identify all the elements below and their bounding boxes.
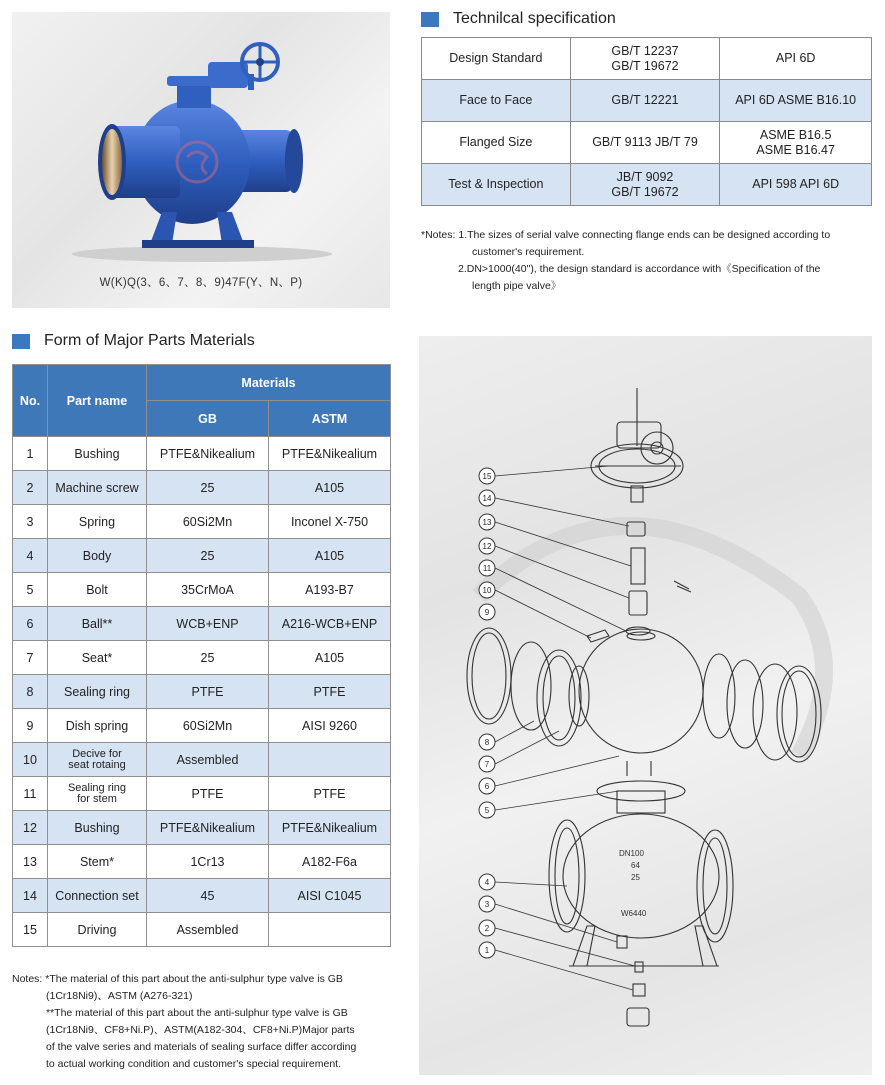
row-gb: PTFE&Nikealium xyxy=(147,437,269,471)
svg-text:10: 10 xyxy=(482,586,492,595)
table-row xyxy=(13,845,391,879)
notes-prefix: *Notes: xyxy=(421,229,456,241)
row-no: 4 xyxy=(13,539,48,573)
note-line: customer's requirement. xyxy=(472,246,585,258)
callout-7 xyxy=(479,756,495,772)
row-gb: 60Si2Mn xyxy=(147,505,269,539)
spec-heading xyxy=(421,10,616,28)
row-gb: 45 xyxy=(147,879,269,913)
spec-api: API 6D xyxy=(720,38,872,80)
row-no: 3 xyxy=(13,505,48,539)
row-no: 11 xyxy=(13,777,48,811)
materials-heading xyxy=(12,332,255,350)
note-line: 2.DN>1000(40"), the design standard is accordance with《Specification of the xyxy=(458,263,821,275)
note-line: to actual working condition and customer's special requirement. xyxy=(46,1058,341,1070)
row-gb: Assembled xyxy=(147,913,269,947)
row-astm xyxy=(269,913,391,947)
svg-text:4: 4 xyxy=(484,878,490,887)
svg-text:3: 3 xyxy=(484,900,490,909)
spec-gb: GB/T 12237 GB/T 19672 xyxy=(570,38,720,80)
spec-api: API 598 API 6D xyxy=(720,164,872,206)
callout-4 xyxy=(479,874,495,890)
note-line: length pipe valve》 xyxy=(472,280,562,292)
callout-labels xyxy=(479,468,495,958)
callout-10 xyxy=(479,582,495,598)
table-row xyxy=(13,709,391,743)
header-gb: GB xyxy=(147,401,269,437)
table-row xyxy=(13,743,391,777)
table-row xyxy=(13,539,391,573)
row-part: Sealing ring xyxy=(48,675,147,709)
callout-3 xyxy=(479,896,495,912)
row-no: 7 xyxy=(13,641,48,675)
row-part: Bushing xyxy=(48,437,147,471)
materials-header-row xyxy=(13,365,391,401)
table-row xyxy=(13,573,391,607)
row-no: 9 xyxy=(13,709,48,743)
callout-5 xyxy=(479,802,495,818)
note-line: 1.The sizes of serial valve connecting flange ends can be designed according to xyxy=(458,229,831,241)
row-astm: A216-WCB+ENP xyxy=(269,607,391,641)
row-gb: PTFE&Nikealium xyxy=(147,811,269,845)
svg-text:2: 2 xyxy=(484,924,490,933)
note-line: *The material of this part about the anti-sulphur type valve is GB xyxy=(45,973,343,985)
row-astm: PTFE&Nikealium xyxy=(269,437,391,471)
row-gb: 25 xyxy=(147,539,269,573)
row-part: Bushing xyxy=(48,811,147,845)
row-astm: A193-B7 xyxy=(269,573,391,607)
row-no: 10 xyxy=(13,743,48,777)
row-astm: PTFE&Nikealium xyxy=(269,811,391,845)
svg-text:13: 13 xyxy=(482,518,492,527)
spec-item: Flanged Size xyxy=(422,122,571,164)
callout-6 xyxy=(479,778,495,794)
row-astm: A105 xyxy=(269,539,391,573)
row-astm: A182-F6a xyxy=(269,845,391,879)
row-astm: A105 xyxy=(269,471,391,505)
callout-1 xyxy=(479,942,495,958)
svg-text:5: 5 xyxy=(484,806,490,815)
spec-api: API 6D ASME B16.10 xyxy=(720,80,872,122)
materials-title: Form of Major Parts Materials xyxy=(44,332,255,349)
row-part: Ball** xyxy=(48,607,147,641)
row-no: 14 xyxy=(13,879,48,913)
row-no: 1 xyxy=(13,437,48,471)
svg-text:15: 15 xyxy=(482,472,492,481)
section-marker-icon xyxy=(12,334,30,349)
table-row xyxy=(13,811,391,845)
row-no: 2 xyxy=(13,471,48,505)
spec-item: Face to Face xyxy=(422,80,571,122)
row-astm xyxy=(269,743,391,777)
svg-text:14: 14 xyxy=(482,494,492,503)
svg-text:1: 1 xyxy=(484,946,490,955)
header-astm: ASTM xyxy=(269,401,391,437)
svg-text:8: 8 xyxy=(484,738,490,747)
spec-gb: GB/T 9113 JB/T 79 xyxy=(570,122,720,164)
spec-api: ASME B16.5 ASME B16.47 xyxy=(720,122,872,164)
row-gb: Assembled xyxy=(147,743,269,777)
spec-item: Test & Inspection xyxy=(422,164,571,206)
note-line: (1Cr18Ni9)、ASTM (A276-321) xyxy=(46,990,193,1002)
table-row xyxy=(13,777,391,811)
row-part: Seat* xyxy=(48,641,147,675)
spec-table xyxy=(421,37,872,206)
spec-item: Design Standard xyxy=(422,38,571,80)
valve-photo-illustration xyxy=(12,12,390,308)
row-gb: 25 xyxy=(147,641,269,675)
row-part: Driving xyxy=(48,913,147,947)
row-gb: 25 xyxy=(147,471,269,505)
row-part: Stem* xyxy=(48,845,147,879)
callout-13 xyxy=(479,514,495,530)
row-no: 5 xyxy=(13,573,48,607)
row-no: 13 xyxy=(13,845,48,879)
notes-prefix: Notes: xyxy=(12,973,43,985)
header-no: No. xyxy=(13,365,48,437)
table-row xyxy=(13,471,391,505)
table-row xyxy=(13,913,391,947)
callout-12 xyxy=(479,538,495,554)
table-row xyxy=(13,437,391,471)
table-row xyxy=(13,641,391,675)
row-part: Connection set xyxy=(48,879,147,913)
row-astm: AISI C1045 xyxy=(269,879,391,913)
product-photo xyxy=(12,12,390,308)
note-line: (1Cr18Ni9、CF8+Ni.P)、ASTM(A182-304、CF8+Ni.P)Major parts xyxy=(46,1024,355,1036)
callout-14 xyxy=(479,490,495,506)
row-part: Spring xyxy=(48,505,147,539)
svg-text:9: 9 xyxy=(484,608,490,617)
spec-row xyxy=(422,80,872,122)
exploded-drawing xyxy=(419,336,872,1075)
materials-notes xyxy=(12,971,397,1073)
exploded-view-diagram xyxy=(419,336,872,1075)
body-marking: DN100 xyxy=(619,849,644,858)
row-part: Decive for seat rotaing xyxy=(48,743,147,777)
svg-text:7: 7 xyxy=(484,760,490,769)
svg-text:6: 6 xyxy=(484,782,490,791)
callout-9 xyxy=(479,604,495,620)
table-row xyxy=(13,879,391,913)
spec-notes xyxy=(421,227,876,295)
header-part: Part name xyxy=(48,365,147,437)
row-gb: PTFE xyxy=(147,777,269,811)
row-gb: PTFE xyxy=(147,675,269,709)
body-markings xyxy=(619,849,647,918)
callout-2 xyxy=(479,920,495,936)
spec-gb: JB/T 9092 GB/T 19672 xyxy=(570,164,720,206)
row-part: Sealing ring for stem xyxy=(48,777,147,811)
row-astm: PTFE xyxy=(269,675,391,709)
row-astm: PTFE xyxy=(269,777,391,811)
table-row xyxy=(13,675,391,709)
svg-text:12: 12 xyxy=(482,542,492,551)
row-astm: Inconel X-750 xyxy=(269,505,391,539)
table-row xyxy=(13,505,391,539)
section-marker-icon xyxy=(421,12,439,27)
callout-15 xyxy=(479,468,495,484)
materials-table xyxy=(12,364,391,947)
row-part: Body xyxy=(48,539,147,573)
row-gb: WCB+ENP xyxy=(147,607,269,641)
body-marking: 25 xyxy=(631,873,640,882)
model-caption: W(K)Q(3、6、7、8、9)47F(Y、N、P) xyxy=(99,277,303,289)
row-part: Dish spring xyxy=(48,709,147,743)
spec-row xyxy=(422,122,872,164)
row-astm: A105 xyxy=(269,641,391,675)
row-no: 8 xyxy=(13,675,48,709)
svg-text:11: 11 xyxy=(482,564,492,573)
row-part: Bolt xyxy=(48,573,147,607)
header-materials: Materials xyxy=(147,365,391,401)
callout-8 xyxy=(479,734,495,750)
row-part: Machine screw xyxy=(48,471,147,505)
spec-title: Technilcal specification xyxy=(453,10,616,27)
table-row xyxy=(13,607,391,641)
row-astm: AISI 9260 xyxy=(269,709,391,743)
row-no: 12 xyxy=(13,811,48,845)
note-line: **The material of this part about the anti-sulphur type valve is GB xyxy=(46,1007,348,1019)
spec-gb: GB/T 12221 xyxy=(570,80,720,122)
row-no: 6 xyxy=(13,607,48,641)
body-marking: 64 xyxy=(631,861,640,870)
row-no: 15 xyxy=(13,913,48,947)
row-gb: 60Si2Mn xyxy=(147,709,269,743)
note-line: of the valve series and materials of sealing surface differ according xyxy=(46,1041,357,1053)
spec-row xyxy=(422,164,872,206)
spec-row xyxy=(422,38,872,80)
row-gb: 35CrMoA xyxy=(147,573,269,607)
row-gb: 1Cr13 xyxy=(147,845,269,879)
body-marking: W6440 xyxy=(621,909,647,918)
callout-11 xyxy=(479,560,495,576)
